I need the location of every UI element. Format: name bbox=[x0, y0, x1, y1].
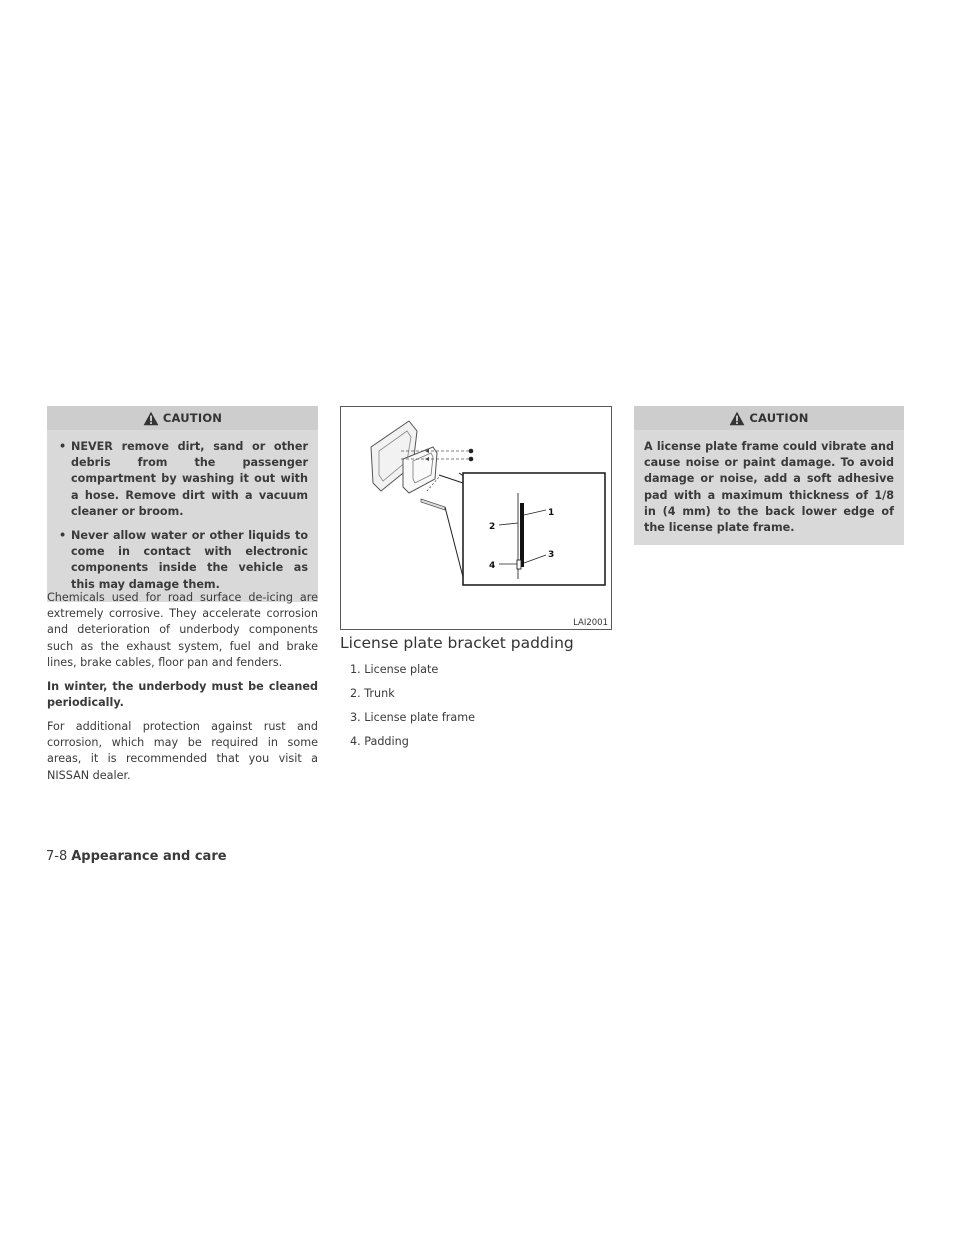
screw bbox=[469, 449, 474, 454]
detail-inset bbox=[463, 473, 605, 585]
body-paragraph: For additional protection against rust and corrosion, which may be required in some areas, it is recommended that you visit a NISSAN dealer. bbox=[47, 720, 318, 782]
warning-icon bbox=[143, 411, 159, 426]
caution-title: CAUTION bbox=[162, 411, 223, 425]
caution-box-right bbox=[634, 406, 904, 545]
screw bbox=[469, 457, 474, 462]
page-footer bbox=[46, 849, 227, 864]
padding-section bbox=[517, 560, 521, 569]
license-plate-figure bbox=[340, 406, 612, 630]
caution-box-left bbox=[47, 406, 318, 602]
warning-icon bbox=[729, 411, 745, 426]
chapter-name: Appearance and care bbox=[71, 849, 227, 864]
caution-header bbox=[634, 406, 904, 430]
caution-text: A license plate frame could vibrate and cause noise or paint damage. To avoid damage or noise, add a soft adhesive pad with a maximum thickness of 1/8 in (4 mm) to the back lower edge of the license plate frame. bbox=[644, 440, 894, 535]
callout-3: 3 bbox=[548, 550, 555, 560]
section-title: License plate bracket padding bbox=[340, 634, 574, 652]
legend-item: 3. License plate frame bbox=[350, 711, 476, 724]
legend-item: 4. Padding bbox=[350, 735, 409, 748]
callout-4: 4 bbox=[489, 561, 496, 571]
padding-strip bbox=[421, 499, 445, 510]
caution-title: CAUTION bbox=[749, 411, 809, 425]
caution-bullet: • NEVER remove dirt, sand or other debris from the passenger compartment by washing it out with a hose. Remove dirt with a vacuum cleaner or broom. bbox=[57, 439, 308, 520]
caution-bullet: • Never allow water or other liquids to come in contact with electronic components inside the vehicle as this may damage them. bbox=[57, 528, 308, 593]
detail-leader bbox=[439, 475, 463, 483]
license-plate-illustration bbox=[341, 407, 613, 631]
figure-code: LAI2001 bbox=[573, 618, 608, 628]
detail-leader bbox=[445, 507, 463, 577]
page-number: 7-8 bbox=[46, 849, 68, 864]
caution-body bbox=[47, 430, 318, 602]
legend-item: 2. Trunk bbox=[350, 687, 395, 700]
license-plate-section bbox=[520, 503, 524, 567]
figure-legend bbox=[350, 662, 475, 758]
legend-item: 1. License plate bbox=[350, 663, 439, 676]
body-paragraph: Chemicals used for road surface de-icing are extremely corrosive. They accelerate corrosion and deterioration of underbody components such as the exhaust system, fuel and brake lines, brake cables, floor pan and fenders. bbox=[47, 591, 318, 669]
caution-header bbox=[47, 406, 318, 430]
body-paragraph-bold: In winter, the underbody must be cleaned periodically. bbox=[47, 680, 318, 710]
callout-2: 2 bbox=[489, 522, 496, 532]
caution-body bbox=[634, 430, 904, 545]
callout-1: 1 bbox=[548, 508, 555, 518]
